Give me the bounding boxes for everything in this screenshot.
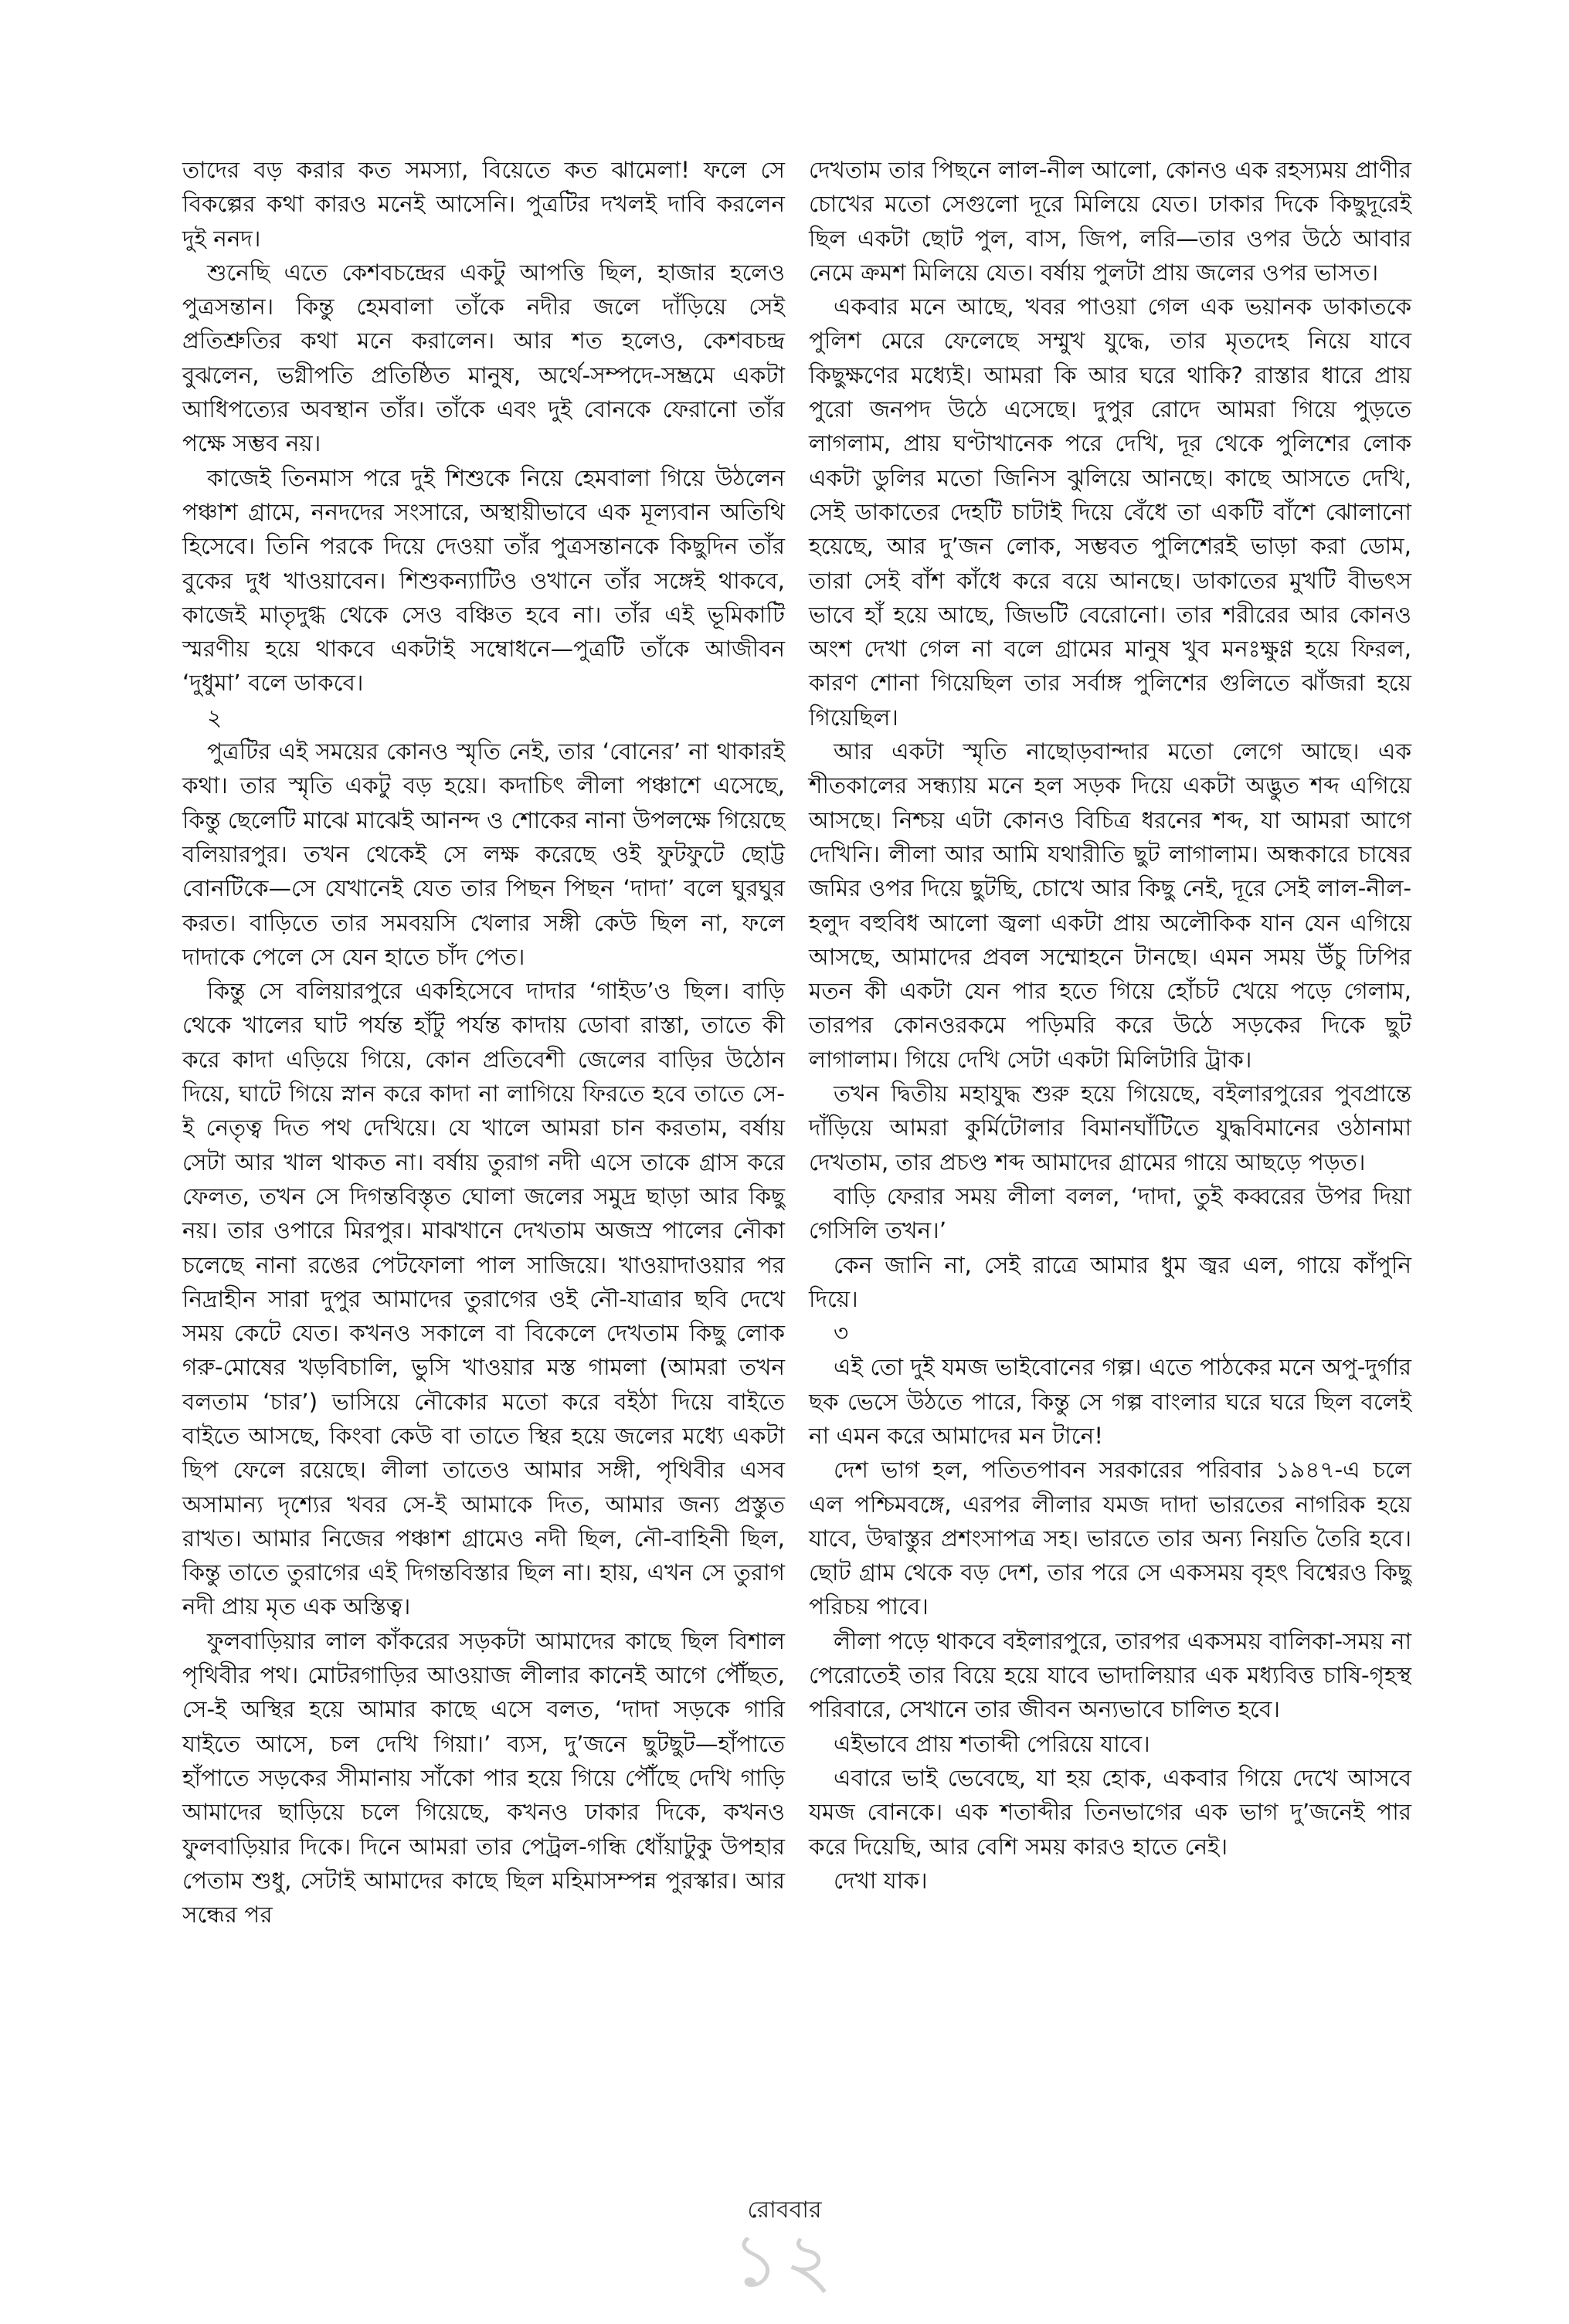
left-column xyxy=(182,153,785,1932)
paragraph: দেখতাম তার পিছনে লাল-নীল আলো, কোনও এক রহস্যময় প্রাণীর চোখের মতো সেগুলো দূরে মিলিয়ে যেত। ঢাকার দিকে কিছুদূরেই ছিল একটা ছোট পুল, বাস, জিপ, লরি—তার ওপর উঠে আবার নেমে ক্রমশ মিলিয়ে যেত। বর্ষায় পুলটা প্রায় জলের ওপর ভাসত। xyxy=(809,157,1411,286)
paragraph: পুত্রটির এই সময়ের কোনও স্মৃতি নেই, তার ‘বোনের’ না থাকারই কথা। তার স্মৃতি একটু বড় হয়ে। কদাচিৎ লীলা পঞ্চাশে এসেছে, কিন্তু ছেলেটি মাঝে মাঝেই আনন্দ ও শোকের নানা উপলক্ষে গিয়েছে বলিয়ারপুর। তখন থেকেই সে লক্ষ করেছে ওই ফুটফুটে ছোট্ট বোনটিকে—সে যেখানেই যেত তার পিছন পিছন ‘দাদা’ বলে ঘুরঘুর করত। বাড়িতে তার সমবয়সি খেলার সঙ্গী কেউ ছিল না, ফলে দাদাকে পেলে সে যেন হাতে চাঁদ পেত। xyxy=(182,738,785,970)
paragraph: তাদের বড় করার কত সমস্যা, বিয়েতে কত ঝামেলা! ফলে সে বিকল্পের কথা কারও মনেই আসেনি। পুত্রটির দখলই দাবি করলেন দুই ননদ। xyxy=(182,157,785,252)
paragraph: শুনেছি এতে কেশবচন্দ্রের একটু আপত্তি ছিল, হাজার হলেও পুত্রসন্তান। কিন্তু হেমবালা তাঁকে নদীর জলে দাঁড়িয়ে সেই প্রতিশ্রুতির কথা মনে করালেন। আর শত হলেও, কেশবচন্দ্র বুঝলেন, ভগ্নীপতি প্রতিষ্ঠিত মানুষ, অর্থে-সম্পদে-সম্ভ্রমে একটা আধিপত্যের অবস্থান তাঁর। তাঁকে এবং দুই বোনকে ফেরানো তাঁর পক্ষে সম্ভব নয়। xyxy=(182,259,785,457)
section-number: ৩ xyxy=(834,1320,849,1347)
paragraph: এবারে ভাই ভেবেছে, যা হয় হোক, একবার গিয়ে দেখে আসবে যমজ বোনকে। এক শতাব্দীর তিনভাগের এক ভাগ দু’জনেই পার করে দিয়েছি, আর বেশি সময় কারও হাতে নেই। xyxy=(809,1764,1411,1860)
paragraph: দেশ ভাগ হল, পতিতপাবন সরকারের পরিবার ১৯৪৭-এ চলে এল পশ্চিমবঙ্গে, এরপর লীলার যমজ দাদা ভারতের নাগরিক হয়ে যাবে, উদ্বাস্তুর প্রশংসাপত্র সহ। ভারতে তার অন্য নিয়তি তৈরি হবে। ছোট গ্রাম থেকে বড় দেশ, তার পরে সে একসময় বৃহৎ বিশ্বেরও কিছু পরিচয় পাবে। xyxy=(809,1457,1411,1620)
paragraph: তখন দ্বিতীয় মহাযুদ্ধ শুরু হয়ে গিয়েছে, বইলারপুরের পুবপ্রান্তে দাঁড়িয়ে আমরা কুর্মিটোলার বিমানঘাঁটিতে যুদ্ধবিমানের ওঠানামা দেখতাম, তার প্রচণ্ড শব্দ আমাদের গ্রামের গায়ে আছড়ে পড়ত। xyxy=(809,1081,1411,1176)
paragraph: একবার মনে আছে, খবর পাওয়া গেল এক ভয়ানক ডাকাতকে পুলিশ মেরে ফেলেছে সম্মুখ যুদ্ধে, তার মৃতদেহ নিয়ে যাবে কিছুক্ষণের মধ্যেই। আমরা কি আর ঘরে থাকি? রাস্তার ধারে প্রায় পুরো জনপদ উঠে এসেছে। দুপুর রোদে আমরা গিয়ে পুড়তে লাগলাম, প্রায় ঘণ্টাখানেক পরে দেখি, দূর থেকে পুলিশের লোক একটা ডুলির মতো জিনিস ঝুলিয়ে আনছে। কাছে আসতে দেখি, সেই ডাকাতের দেহটি চাটাই দিয়ে বেঁধে তা একটি বাঁশে ঝোলানো হয়েছে, আর দু’জন লোক, সম্ভবত পুলিশেরই ভাড়া করা ডোম, তারা সেই বাঁশ কাঁধে করে বয়ে আনছে। ডাকাতের মুখটি বীভৎস ভাবে হাঁ হয়ে আছে, জিভটি বেরোনো। তার শরীরের আর কোনও অংশ দেখা গেল না বলে গ্রামের মানুষ খুব মনঃক্ষুণ্ণ হয়ে ফিরল, কারণ শোনা গিয়েছিল তার সর্বাঙ্গ পুলিশের গুলিতে ঝাঁজরা হয়ে গিয়েছিল। xyxy=(809,293,1411,731)
paragraph: দেখা যাক। xyxy=(834,1867,928,1894)
paragraph: আর একটা স্মৃতি নাছোড়বান্দার মতো লেগে আছে। এক শীতকালের সন্ধ্যায় মনে হল সড়ক দিয়ে একটা অদ্ভুত শব্দ এগিয়ে আসছে। নিশ্চয় এটা কোনও বিচিত্র ধরনের শব্দ, যা আমরা আগে দেখিনি। লীলা আর আমি যথারীতি ছুট লাগালাম। অন্ধকারে চাষের জমির ওপর দিয়ে ছুটছি, চোখে আর কিছু নেই, দূরে সেই লাল-নীল-হলুদ বহুবিধ আলো জ্বলা একটা প্রায় অলৌকিক যান যেন এগিয়ে আসছে, আমাদের প্রবল সম্মোহনে টানছে। এমন সময় উঁচু ঢিপির মতন কী একটা যেন পার হতে গিয়ে হোঁচট খেয়ে পড়ে গেলাম, তারপর কোনওরকমে পড়িমরি করে উঠে সড়কের দিকে ছুট লাগালাম। গিয়ে দেখি সেটা একটা মিলিটারি ট্রাক। xyxy=(809,738,1411,1073)
page-number: ১২ xyxy=(732,2217,837,2304)
paragraph: লীলা পড়ে থাকবে বইলারপুরে, তারপর একসময় বালিকা-সময় না পেরোতেই তার বিয়ে হয়ে যাবে ভাদালিয়ার এক মধ্যবিত্ত চাষি-গৃহস্থ পরিবারে, সেখানে তার জীবন অন্যভাবে চালিত হবে। xyxy=(809,1627,1411,1723)
paragraph: কাজেই তিনমাস পরে দুই শিশুকে নিয়ে হেমবালা গিয়ে উঠলেন পঞ্চাশ গ্রামে, ননদদের সংসারে, অস্থায়ীভাবে এক মূল্যবান অতিথি হিসেবে। তিনি পরকে দিয়ে দেওয়া তাঁর পুত্রসন্তানকে কিছুদিন তাঁর বুকের দুধ খাওয়াবেন। শিশুকন্যাটিও ওখানে তাঁর সঙ্গেই থাকবে, কাজেই মাতৃদুগ্ধ থেকে সেও বঞ্চিত হবে না। তাঁর এই ভূমিকাটি স্মরণীয় হয়ে থাকবে একটাই সম্বোধনে—পুত্রটি তাঁকে আজীবন ‘দুধুমা’ বলে ডাকবে। xyxy=(182,464,785,697)
section-number: ২ xyxy=(207,704,222,731)
right-column xyxy=(809,153,1411,1898)
paragraph: এই তো দুই যমজ ভাইবোনের গল্প। এতে পাঠকের মনে অপু-দুর্গার ছক ভেসে উঠতে পারে, কিন্তু সে গল্প বাংলার ঘরে ঘরে ছিল বলেই না এমন করে আমাদের মন টানে! xyxy=(809,1354,1411,1449)
paragraph: কেন জানি না, সেই রাত্রে আমার ধুম জ্বর এল, গায়ে কাঁপুনি দিয়ে। xyxy=(809,1251,1411,1312)
paragraph: কিন্তু সে বলিয়ারপুরে একহিসেবে দাদার ‘গাইড’ও ছিল। বাড়ি থেকে খালের ঘাট পর্যন্ত হাঁটু পর্যন্ত কাদায় ডোবা রাস্তা, তাতে কী করে কাদা এড়িয়ে গিয়ে, কোন প্রতিবেশী জেলের বাড়ির উঠোন দিয়ে, ঘাটে গিয়ে স্নান করে কাদা না লাগিয়ে ফিরতে হবে তাতে সে-ই নেতৃত্ব দিত পথ দেখিয়ে। যে খালে আমরা চান করতাম, বর্ষায় সেটা আর খাল থাকত না। বর্ষায় তুরাগ নদী এসে তাকে গ্রাস করে ফেলত, তখন সে দিগন্তবিস্তৃত ঘোলা জলের সমুদ্র ছাড়া আর কিছু নয়। তার ওপারে মিরপুর। মাঝখানে দেখতাম অজস্র পালের নৌকা চলেছে নানা রঙের পেটফোলা পাল সাজিয়ে। খাওয়াদাওয়ার পর নিদ্রাহীন সারা দুপুর আমাদের তুরাগের ওই নৌ-যাত্রার ছবি দেখে সময় কেটে যেত। কখনও সকালে বা বিকেলে দেখতাম কিছু লোক গরু-মোষের খড়বিচালি, ভুসি খাওয়ার মস্ত গামলা (আমরা তখন বলতাম ‘চার’) ভাসিয়ে নৌকোর মতো করে বইঠা দিয়ে বাইতে বাইতে আসছে, কিংবা কেউ বা তাতে স্থির হয়ে জলের মধ্যে একটা ছিপ ফেলে রয়েছে। লীলা তাতেও আমার সঙ্গী, পৃথিবীর এসব অসামান্য দৃশ্যের খবর সে-ই আমাকে দিত, আমার জন্য প্রস্তুত রাখত। আমার নিজের পঞ্চাশ গ্রামেও নদী ছিল, নৌ-বাহিনী ছিল, কিন্তু তাতে তুরাগের এই দিগন্তবিস্তার ছিল না। হায়, এখন সে তুরাগ নদী প্রায় মৃত এক অস্তিত্ব। xyxy=(182,978,785,1620)
magazine-name: রোববার xyxy=(747,2197,822,2224)
paragraph: এইভাবে প্রায় শতাব্দী পেরিয়ে যাবে। xyxy=(834,1730,1150,1757)
paragraph: বাড়ি ফেরার সময় লীলা বলল, ‘দাদা, তুই কব্বরের উপর দিয়া গেসিলি তখন।’ xyxy=(809,1182,1411,1244)
paragraph: ফুলবাড়িয়ার লাল কাঁকরের সড়কটা আমাদের কাছে ছিল বিশাল পৃথিবীর পথ। মোটরগাড়ির আওয়াজ লীলার কানেই আগে পৌঁছত, সে-ই অস্থির হয়ে আমার কাছে এসে বলত, ‘দাদা সড়কে গারি যাইতে আসে, চল দেখি গিয়া।’ ব্যস, দু’জনে ছুটছুট—হাঁপাতে হাঁপাতে সড়কের সীমানায় সাঁকো পার হয়ে গিয়ে পৌঁছে দেখি গাড়ি আমাদের ছাড়িয়ে চলে গিয়েছে, কখনও ঢাকার দিকে, কখনও ফুলবাড়িয়ার দিকে। দিনে আমরা তার পেট্রল-গন্ধি ধোঁয়াটুকু উপহার পেতাম শুধু, সেটাই আমাদের কাছে ছিল মহিমাসম্পন্ন পুরস্কার। আর সন্ধের পর xyxy=(182,1627,785,1929)
